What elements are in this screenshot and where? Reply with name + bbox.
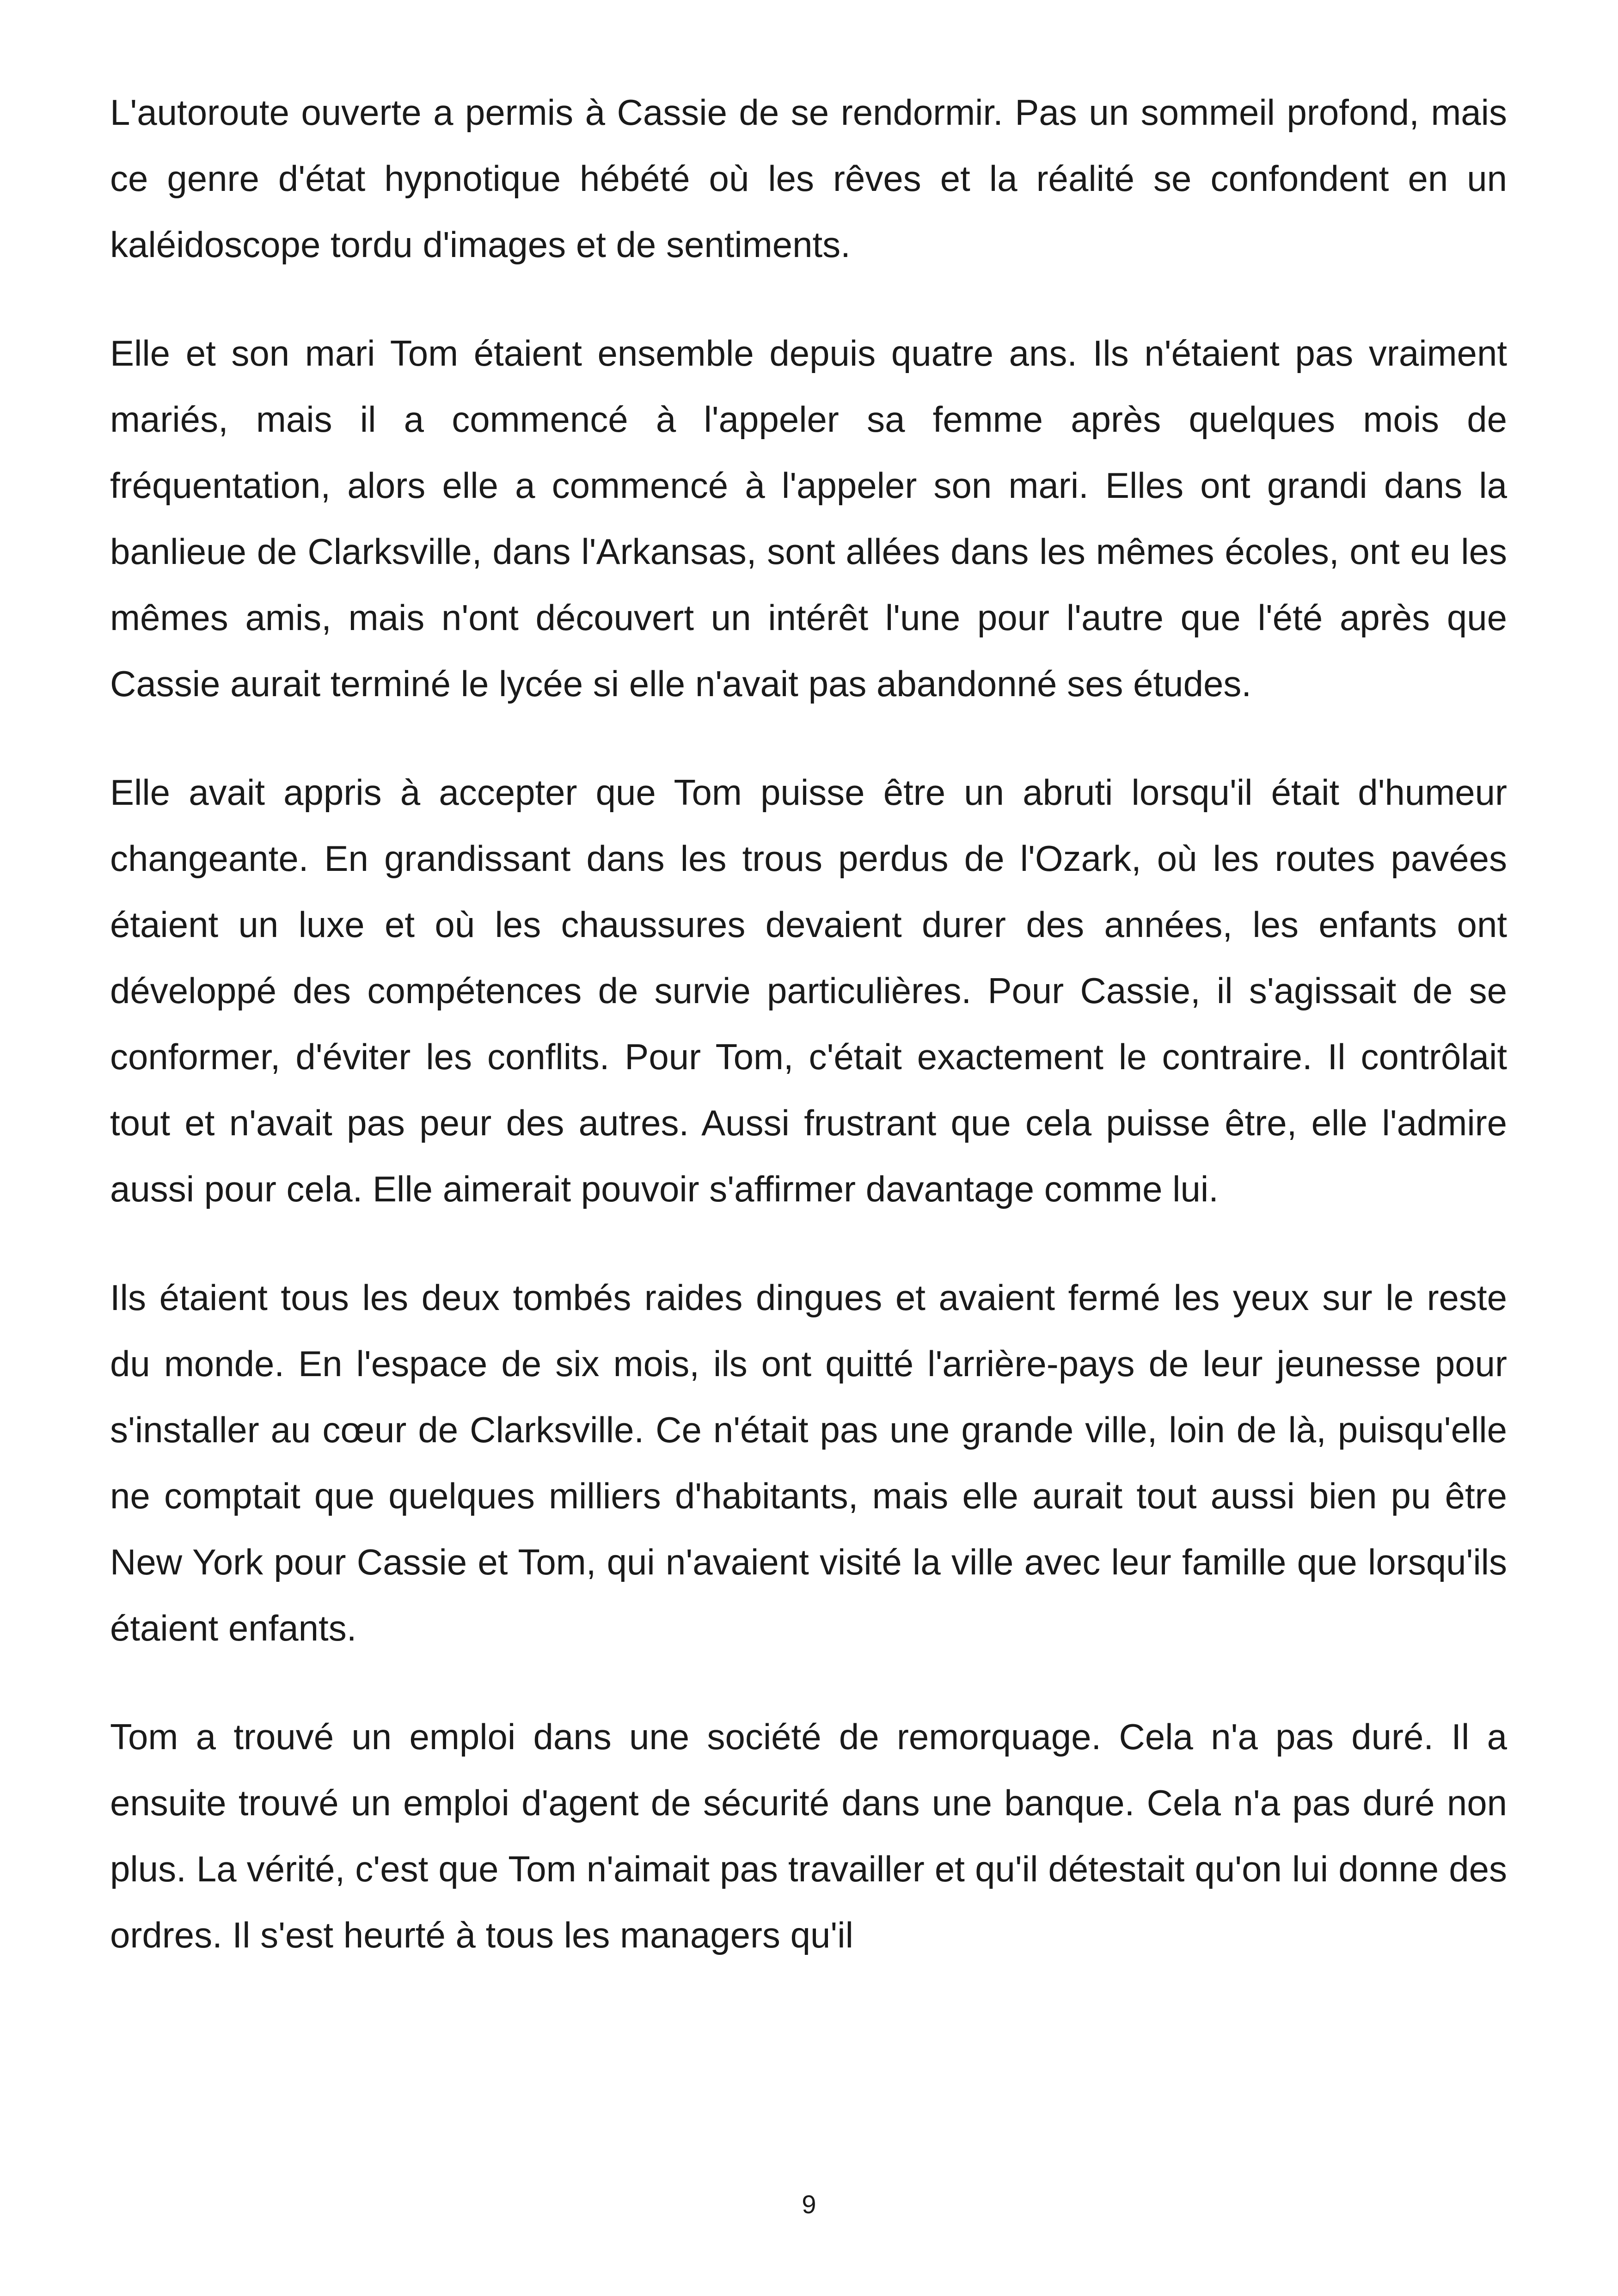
paragraph: L'autoroute ouverte a permis à Cassie de se rendormir. Pas un sommeil profond, mais ce genre d'état hypnotique hébété où les rêves et la réalité se confondent en un kaléidoscope tordu d'images et de sentiments.: [110, 92, 1507, 265]
paragraph: Elle avait appris à accepter que Tom puisse être un abruti lorsqu'il était d'humeur changeante. En grandissant dans les trous perdus de l'Ozark, où les routes pavées étaient un luxe et où les chaussures devaient durer des années, les enfants ont développé des compétences de survie particulières. Pour Cassie, il s'agissait de se conformer, d'éviter les conflits. Pour Tom, c'était exactement le contraire. Il contrôlait tout et n'avait pas peur des autres. Aussi frustrant que cela puisse être, elle l'admire aussi pour cela. Elle aimerait pouvoir s'affirmer davantage comme lui.: [110, 772, 1507, 1209]
paragraph: Elle et son mari Tom étaient ensemble depuis quatre ans. Ils n'étaient pas vraiment mariés, mais il a commencé à l'appeler sa femme après quelques mois de fréquentation, alors elle a commencé à l'appeler son mari. Elles ont grandi dans la banlieue de Clarksville, dans l'Arkansas, sont allées dans les mêmes écoles, ont eu les mêmes amis, mais n'ont découvert un intérêt l'une pour l'autre que l'été après que Cassie aurait terminé le lycée si elle n'avait pas abandonné ses études.: [110, 333, 1507, 704]
paragraph: Ils étaient tous les deux tombés raides dingues et avaient fermé les yeux sur le reste du monde. En l'espace de six mois, ils ont quitté l'arrière-pays de leur jeunesse pour s'installer au cœur de Clarksville. Ce n'était pas une grande ville, loin de là, puisqu'elle ne comptait que quelques milliers d'habitants, mais elle aurait tout aussi bien pu être New York pour Cassie et Tom, qui n'avaient visité la ville avec leur famille que lorsqu'ils étaient enfants.: [110, 1277, 1507, 1648]
paragraph: Tom a trouvé un emploi dans une société de remorquage. Cela n'a pas duré. Il a ensuite trouvé un emploi d'agent de sécurité dans une banque. Cela n'a pas duré non plus. La vérité, c'est que Tom n'aimait pas travailler et qu'il détestait qu'on lui donne des ordres. Il s'est heurté à tous les managers qu'il: [110, 1716, 1507, 1955]
page-number: 9: [802, 2190, 816, 2219]
body-text: [110, 80, 1507, 1968]
